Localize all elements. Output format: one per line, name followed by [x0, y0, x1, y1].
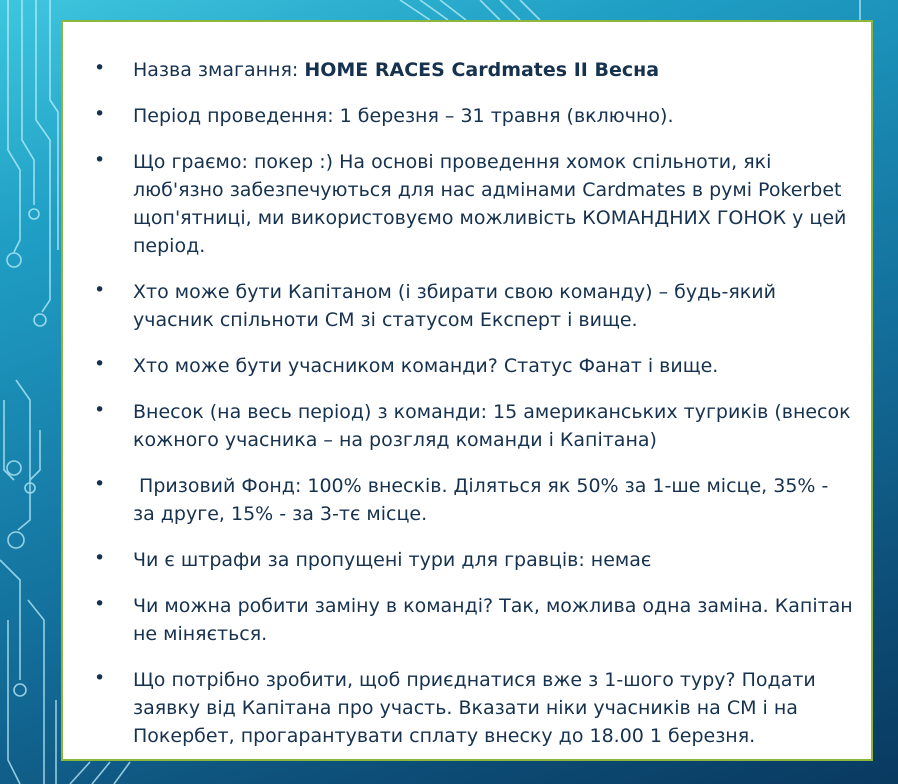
- list-item-substitution: [93, 592, 853, 648]
- item-text: Чи можна робити заміну в команді? Так, можлива одна заміна. Капітан не міняється.: [133, 595, 853, 645]
- item-text: Період проведення: 1 березня – 31 травня (включно).: [133, 105, 674, 127]
- list-item-how-to-join: [93, 666, 853, 750]
- list-item-member: [93, 352, 853, 380]
- item-text: Хто може бути учасником команди? Статус Фанат і вище.: [133, 355, 719, 377]
- bullet-icon: •: [94, 353, 106, 375]
- item-text: Призовий Фонд: 100% внесків. Діляться як 50% за 1-ше місце, 35% - за друге, 15% - за 3-тє місце.: [133, 475, 835, 525]
- list-item-competition-name: [93, 56, 853, 84]
- bullet-icon: •: [94, 473, 106, 495]
- bullet-icon: •: [94, 279, 106, 301]
- item-value: HOME RACES Cardmates II Весна: [304, 59, 660, 81]
- list-item-fee: [93, 398, 853, 454]
- bullet-icon: •: [94, 547, 106, 569]
- bullet-icon: •: [94, 149, 106, 171]
- item-text: Внесок (на весь період) з команди: 15 американських тугриків (внесок кожного учасника – на розгляд команди і Капітана): [133, 401, 851, 451]
- bullet-icon: •: [94, 103, 106, 125]
- item-text: Що потрібно зробити, щоб приєднатися вже з 1-шого туру? Подати заявку від Капітана про участь. Вказати ніки учасників на СМ і на Покербет, прогарантувати сплату внеску до 18.00 1 березня.: [133, 669, 816, 747]
- item-label: Назва змагання:: [133, 59, 305, 81]
- list-item-captain: [93, 278, 853, 334]
- list-item-what-we-play: [93, 148, 853, 260]
- list-item-penalties: [93, 546, 853, 574]
- item-text: Хто може бути Капітаном (і збирати свою команду) – будь-який учасник спільноти СМ зі статусом Експерт і вище.: [133, 281, 776, 331]
- bullet-icon: •: [94, 399, 106, 421]
- list-item-period: [93, 102, 853, 130]
- bullet-list: [93, 56, 853, 768]
- bullet-icon: •: [94, 57, 106, 79]
- bullet-icon: •: [94, 593, 106, 615]
- item-text: Що граємо: покер :) На основі проведення хомок спільноти, які люб'язно забезпечуються для нас адмінами Cardmates в румі Pokerbet щоп'ятниці, ми використовуємо можливість КОМАНДНИХ ГОНОК у цей період.: [133, 151, 847, 257]
- content-card: [61, 20, 873, 761]
- item-text: Чи є штрафи за пропущені тури для гравців: немає: [133, 549, 652, 571]
- bullet-icon: •: [94, 667, 106, 689]
- list-item-prize-fund: [93, 472, 853, 528]
